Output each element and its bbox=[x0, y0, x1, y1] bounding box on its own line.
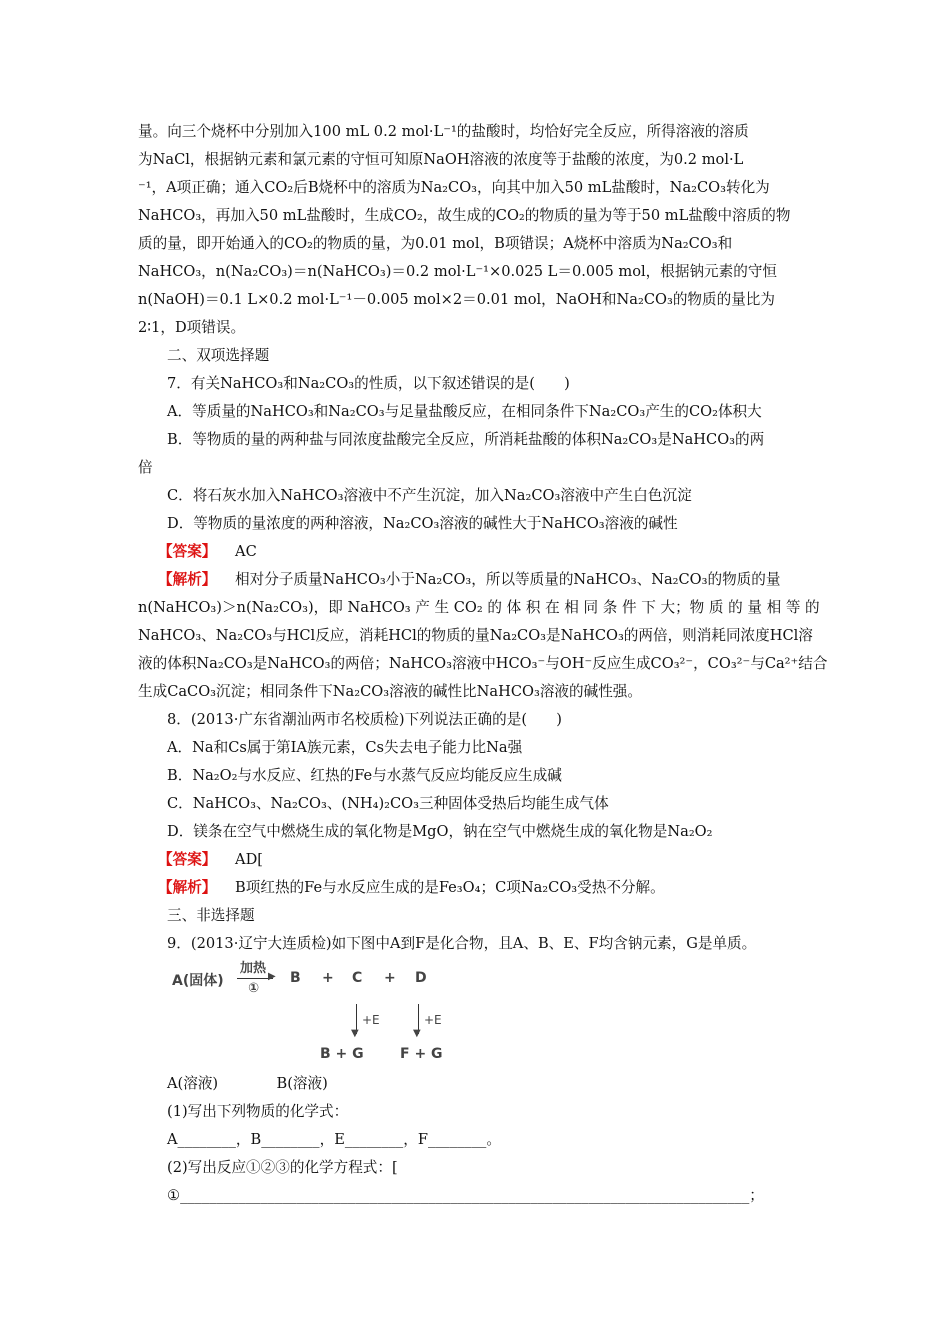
option-a: A．等质量的NaHCO₃和Na₂CO₃与足量盐酸反应，在相同条件下Na₂CO₃产生的CO₂体积大 bbox=[167, 403, 762, 420]
explanation-text: 相对分子质量NaHCO₃小于Na₂CO₃，所以等质量的NaHCO₃、Na₂CO₃的物质的量 bbox=[235, 571, 781, 588]
diagram-heat-label: 加热 bbox=[240, 961, 267, 976]
option-b: B．Na₂O₂与水反应、红热的Fe与水蒸气反应均能反应生成碱 bbox=[167, 767, 562, 784]
text-line: 液的体积Na₂CO₃是NaHCO₃的两倍；NaHCO₃溶液中HCO₃⁻与OH⁻反应生成CO₃²⁻，CO₃²⁻与Ca²⁺结合 bbox=[138, 655, 828, 672]
question-7: 7．有关NaHCO₃和Na₂CO₃的性质，以下叙述错误的是( ) bbox=[167, 375, 570, 392]
option-c: C．将石灰水加入NaHCO₃溶液中不产生沉淀，加入Na₂CO₃溶液中产生白色沉淀 bbox=[167, 487, 692, 504]
answer-value: AC bbox=[235, 543, 257, 560]
option-d: D．镁条在空气中燃烧生成的氧化物是MgO，钠在空气中燃烧生成的氧化物是Na₂O₂ bbox=[167, 823, 713, 840]
answer-tag: 【答案】 bbox=[158, 851, 217, 868]
explanation-text: B项红热的Fe与水反应生成的是Fe₃O₄；C项Na₂CO₃受热不分解。 bbox=[235, 879, 665, 896]
sub-question-2: (2)写出反应①②③的化学方程式：[ bbox=[167, 1159, 398, 1176]
text-line: 质的量，即开始通入的CO₂的物质的量，为0.01 mol，B项错误；A烧杯中溶质为Na₂CO₃和 bbox=[138, 235, 733, 252]
arrowhead: ▶ bbox=[268, 971, 276, 982]
diagram-c: C bbox=[352, 970, 363, 986]
diagram-a: A(固体) bbox=[172, 973, 224, 989]
text-line: 为NaCl，根据钠元素和氯元素的守恒可知原NaOH溶液的浓度等于盐酸的浓度，为0.2 mol·L bbox=[138, 151, 744, 168]
diagram-b-g: B + G bbox=[320, 1046, 364, 1062]
diagram-solution-labels: A(溶液) B(溶液) bbox=[167, 1075, 328, 1092]
diagram-plus-e: +E bbox=[424, 1013, 442, 1027]
section-heading: 三、非选择题 bbox=[167, 907, 255, 924]
explanation-7 bbox=[158, 570, 780, 590]
option-a: A．Na和Cs属于第ⅠA族元素，Cs失去电子能力比Na强 bbox=[167, 739, 523, 756]
sub-question-1: (1)写出下列物质的化学式： bbox=[167, 1103, 349, 1120]
answer-tag: 【答案】 bbox=[158, 543, 217, 560]
text-line: ⁻¹，A项正确；通入CO₂后B烧杯中的溶质为Na₂CO₃，向其中加入50 mL盐酸时，Na₂CO₃转化为 bbox=[138, 179, 770, 196]
text-line: n(NaHCO₃)＞n(Na₂CO₃)，即 NaHCO₃ 产 生 CO₂ 的 体 积 在 相 同 条 件 下 大；物 质 的 量 相 等 的 bbox=[138, 599, 820, 616]
diagram-plus: + bbox=[384, 970, 396, 986]
answer-8 bbox=[158, 850, 263, 870]
diagram-step-1: ① bbox=[248, 981, 260, 996]
text-line: NaHCO₃，再加入50 mL盐酸时，生成CO₂，故生成的CO₂的物质的量为等于50 mL盐酸中溶质的物 bbox=[138, 207, 791, 224]
diagram-b: B bbox=[290, 970, 301, 986]
text-line: NaHCO₃、Na₂CO₃与HCl反应，消耗HCl的物质的量Na₂CO₃是NaHCO₃的两倍，则消耗同浓度HCl溶 bbox=[138, 627, 813, 644]
answer-7 bbox=[158, 542, 257, 562]
option-b: B．等物质的量的两种盐与同浓度盐酸完全反应，所消耗盐酸的体积Na₂CO₃是NaHCO₃的两 bbox=[167, 431, 765, 448]
text-line: NaHCO₃，n(Na₂CO₃)＝n(NaHCO₃)＝0.2 mol·L⁻¹×0.025 L＝0.005 mol，根据钠元素的守恒 bbox=[138, 263, 778, 280]
arrowhead: ▼ bbox=[413, 1028, 421, 1039]
diagram-plus: + bbox=[322, 970, 334, 986]
answer-value: AD[ bbox=[235, 851, 263, 868]
text-line: 2∶1，D项错误。 bbox=[138, 319, 246, 336]
diagram-f-g: F + G bbox=[400, 1046, 443, 1062]
section-heading: 二、双项选择题 bbox=[167, 347, 270, 364]
text-line: 量。向三个烧杯中分别加入100 mL 0.2 mol·L⁻¹的盐酸时，均恰好完全反应，所得溶液的溶质 bbox=[138, 123, 749, 140]
question-9: 9．(2013·辽宁大连质检)如下图中A到F是化合物，且A、B、E、F均含钠元素，G是单质。 bbox=[167, 935, 757, 952]
explanation-tag: 【解析】 bbox=[158, 879, 217, 896]
text-line: n(NaOH)＝0.1 L×0.2 mol·L⁻¹－0.005 mol×2＝0.01 mol，NaOH和Na₂CO₃的物质的量比为 bbox=[138, 291, 775, 308]
option-c: C．NaHCO₃、Na₂CO₃、(NH₄)₂CO₃三种固体受热后均能生成气体 bbox=[167, 795, 609, 812]
diagram-d: D bbox=[415, 970, 427, 986]
fill-in-blanks: A________，B________，E________，F________。 bbox=[167, 1131, 501, 1148]
text-line: 生成CaCO₃沉淀；相同条件下Na₂CO₃溶液的碱性比NaHCO₃溶液的碱性强。 bbox=[138, 683, 642, 700]
answer-blank-line: ①______________________________________________________________________________； bbox=[167, 1187, 764, 1204]
option-b-cont: 倍 bbox=[138, 459, 153, 476]
explanation-tag: 【解析】 bbox=[158, 571, 217, 588]
arrowhead: ▼ bbox=[351, 1028, 359, 1039]
diagram-plus-e: +E bbox=[362, 1013, 380, 1027]
explanation-8 bbox=[158, 878, 665, 898]
option-d: D．等物质的量浓度的两种溶液，Na₂CO₃溶液的碱性大于NaHCO₃溶液的碱性 bbox=[167, 515, 678, 532]
question-8: 8．(2013·广东省潮汕两市名校质检)下列说法正确的是( ) bbox=[167, 711, 562, 728]
